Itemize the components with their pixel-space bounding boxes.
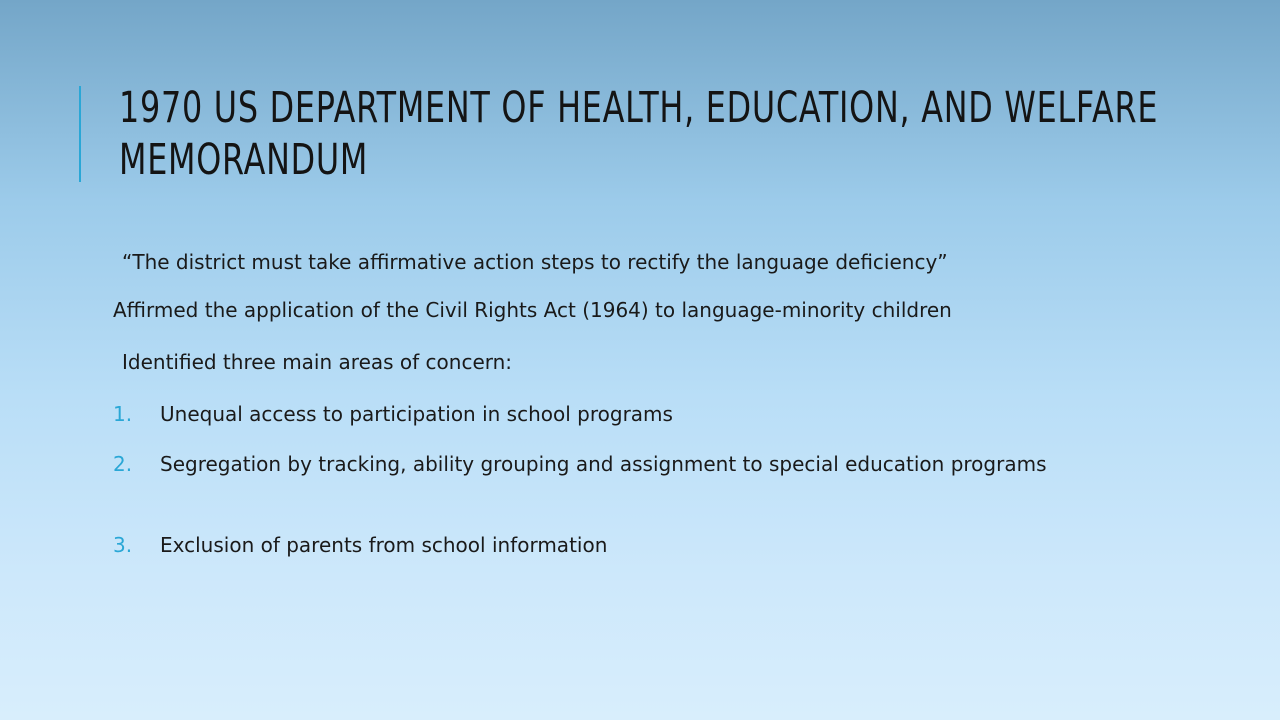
concerns-intro: Identified three main areas of concern:	[122, 350, 513, 374]
slide-title: 1970 US DEPARTMENT OF HEALTH, EDUCATION, AND WELFARE MEMORANDUM	[119, 83, 1159, 185]
concern-number-3: 3.	[113, 533, 133, 557]
memo-quote: “The district must take affirmative action steps to rectify the language deficiency”	[122, 250, 948, 274]
concern-item-1: Unequal access to participation in school programs	[160, 402, 673, 426]
concern-item-2: Segregation by tracking, ability grouping and assignment to special education programs	[160, 452, 1047, 476]
concern-number-1: 1.	[113, 402, 133, 426]
concern-number-2: 2.	[113, 452, 133, 476]
affirmed-statement: Affirmed the application of the Civil Rights Act (1964) to language-minority children	[113, 298, 952, 322]
concern-item-3: Exclusion of parents from school information	[160, 533, 608, 557]
